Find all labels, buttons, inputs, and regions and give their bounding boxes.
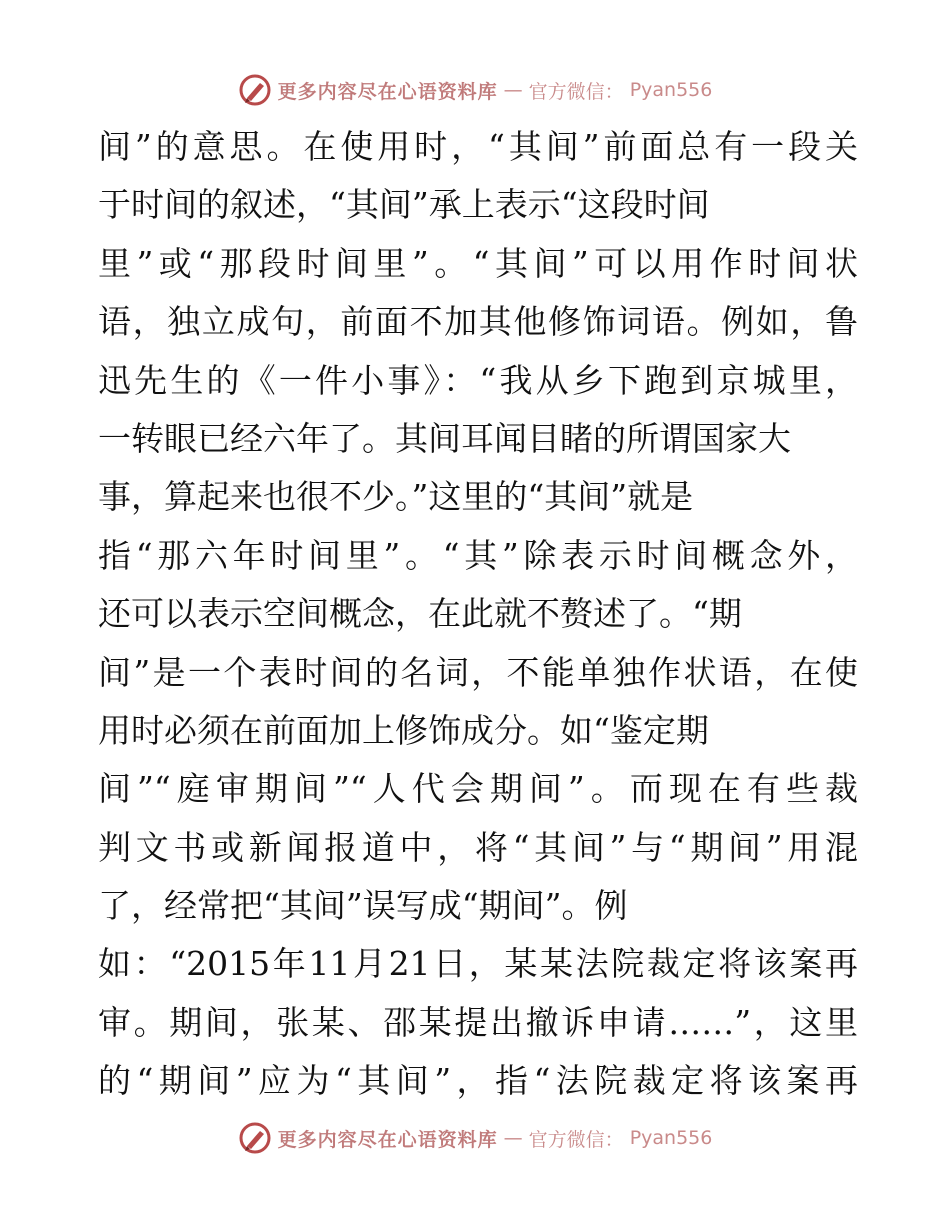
text-line: 用时必须在前面加上修饰成分。如“鉴定期	[98, 710, 709, 750]
text-line: 间”的意思。在使用时，“其间”前面总有一段关	[98, 127, 858, 166]
text-line: 判文书或新闻报道中，将“其间”与“期间”用混	[98, 827, 858, 867]
watermark-official-label: 官方微信：	[528, 80, 624, 103]
watermark-separator: —	[503, 1127, 523, 1149]
text-line: 事，算起来也很不少。”这里的“其间”就是	[98, 477, 694, 517]
watermark-official-label: 官方微信：	[528, 1128, 624, 1151]
text-line: 于时间的叙述，“其间”承上表示“这段时间	[98, 185, 710, 225]
text-line: 指“那六年时间里”。“其”除表示时间概念外，	[98, 535, 858, 575]
document-body	[98, 118, 858, 1111]
watermark-brand: 更多内容尽在心语资料库	[277, 80, 498, 103]
text-line: 审。期间，张某、邵某提出撤诉申请……”，这里	[98, 1002, 858, 1042]
text-line: 间”“庭审期间”“人代会期间”。而现在有些裁	[98, 769, 858, 809]
text-line: 还可以表示空间概念，在此就不赘述了。“期	[98, 594, 742, 634]
text-line: 里”或“那段时间里”。“其间”可以用作时间状	[98, 243, 858, 283]
text-line: 的“期间”应为“其间”，指“法院裁定将该案再	[98, 1061, 858, 1101]
pen-logo-icon	[238, 1121, 272, 1155]
text-line: 迅先生的《一件小事》：“我从乡下跑到京城里，	[98, 360, 858, 400]
watermark-brand: 更多内容尽在心语资料库	[277, 1128, 498, 1151]
watermark-account: Pyan556	[629, 1127, 713, 1149]
pen-logo-icon	[238, 73, 272, 107]
watermark-account: Pyan556	[629, 79, 713, 101]
text-line: 间”是一个表时间的名词，不能单独作状语，在使	[98, 652, 858, 692]
header-watermark	[0, 70, 950, 110]
text-line: 语，独立成句，前面不加其他修饰词语。例如，鲁	[98, 302, 858, 342]
footer-watermark	[0, 1118, 950, 1158]
watermark-separator: —	[503, 79, 523, 101]
text-line: 如：“2015年11月21日，某某法院裁定将该案再	[98, 944, 858, 984]
text-line: 了，经常把“其间”误写成“期间”。例	[98, 886, 628, 926]
text-line: 一转眼已经六年了。其间耳闻目睹的所谓国家大	[98, 418, 791, 458]
